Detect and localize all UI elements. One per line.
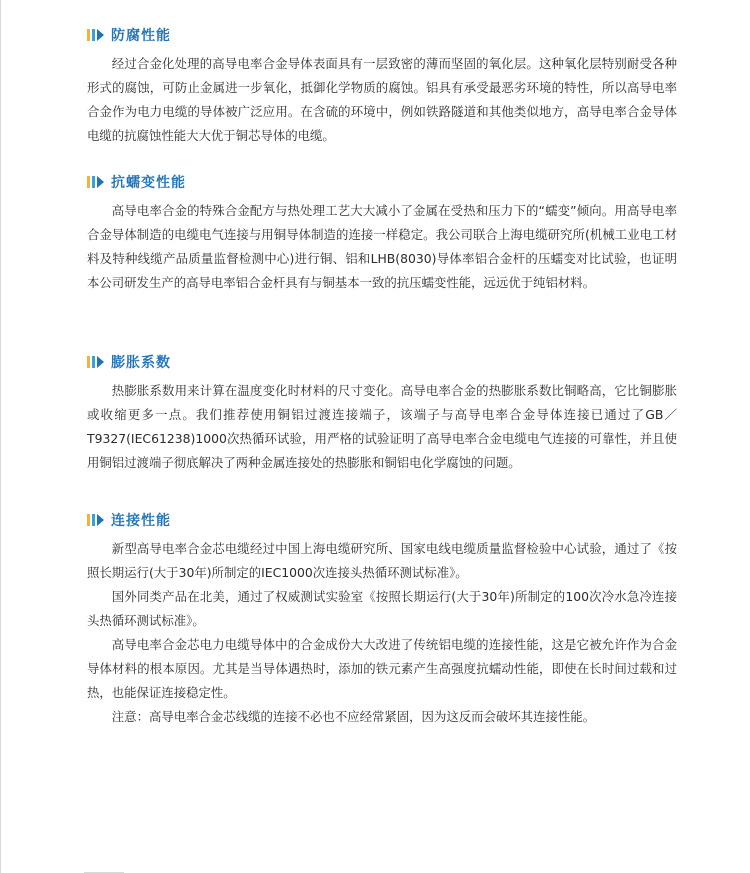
section-connection — [87, 509, 677, 729]
section-title: 抗蠕变性能 — [111, 175, 186, 191]
section-title: 膨胀系数 — [111, 355, 171, 371]
section-paragraph: 注意：高导电率合金芯线缆的连接不必也不应经常紧固，因为这反而会破坏其连接性能。 — [111, 709, 596, 724]
section-anticreep — [87, 171, 677, 295]
page-left-border — [0, 0, 1, 873]
section-heading — [87, 171, 677, 193]
section-heading — [87, 24, 677, 46]
section-paragraph: 高导电率合金的特殊合金配方与热处理工艺大大减小了金属在受热和压力下的“蠕变”倾向。用高导电率合金导体制造的电缆电气连接与用铜导体制造的连接一样稳定。我公司联合上海电缆研究所(机械工业电工材料及特种线缆产品质量监督检测中心)进行铜、铝和LHB(8030)导体率铝合金杆的压蠕变对比试验，也证明本公司研发生产的高导电率铝合金杆具有与铜基本一致的抗压蠕变性能，远远优于纯铝材料。 — [87, 203, 677, 290]
section-heading — [87, 509, 677, 531]
section-paragraph: 经过合金化处理的高导电率合金导体表面具有一层致密的薄而坚固的氧化层。这种氧化层特别耐受各种形式的腐蚀，可防止金属进一步氧化，抵御化学物质的腐蚀。铝具有承受最恶劣环境的特性，所以高导电率合金作为电力电缆的导体被广泛应用。在含硫的环境中，例如铁路隧道和其他类似地方，高导电率合金导体电缆的抗腐蚀性能大大优于铜芯导体的电缆。 — [87, 56, 677, 143]
section-anticorrosion — [87, 24, 677, 148]
section-paragraph: 热膨胀系数用来计算在温度变化时材料的尺寸变化。高导电率合金的热膨胀系数比铜略高，它比铜膨胀或收缩更多一点。我们推荐使用铜铝过渡连接端子，该端子与高导电率合金导体连接已通过了GB／T9327(IEC61238)1000次热循环试验，用严格的试验证明了高导电率合金电缆电气连接的可靠性，并且使用铜铝过渡端子彻底解决了两种金属连接处的热膨胀和铜铝电化学腐蚀的问题。 — [87, 383, 677, 470]
heading-marker-icon — [87, 356, 104, 368]
section-title: 连接性能 — [111, 513, 171, 529]
section-paragraph: 高导电率合金芯电力电缆导体中的合金成份大大改进了传统铝电缆的连接性能，这是它被允许作为合金导体材料的根本原因。尤其是当导体遇热时，添加的铁元素产生高强度抗蠕动性能，即使在长时间过载和过热，也能保证连接稳定性。 — [87, 637, 677, 700]
section-expansion — [87, 351, 677, 475]
heading-marker-icon — [87, 514, 104, 526]
section-paragraph: 新型高导电率合金芯电缆经过中国上海电缆研究所、国家电线电缆质量监督检验中心试验，通过了《按照长期运行(大于30年)所制定的IEC1000次连接头热循环测试标准》。 — [87, 541, 677, 580]
section-title: 防腐性能 — [111, 28, 171, 44]
heading-marker-icon — [87, 176, 104, 188]
heading-marker-icon — [87, 29, 104, 41]
section-paragraph: 国外同类产品在北美，通过了权威测试实验室《按照长期运行(大于30年)所制定的100次冷水急冷连接头热循环测试标准》。 — [87, 589, 677, 628]
section-heading — [87, 351, 677, 373]
